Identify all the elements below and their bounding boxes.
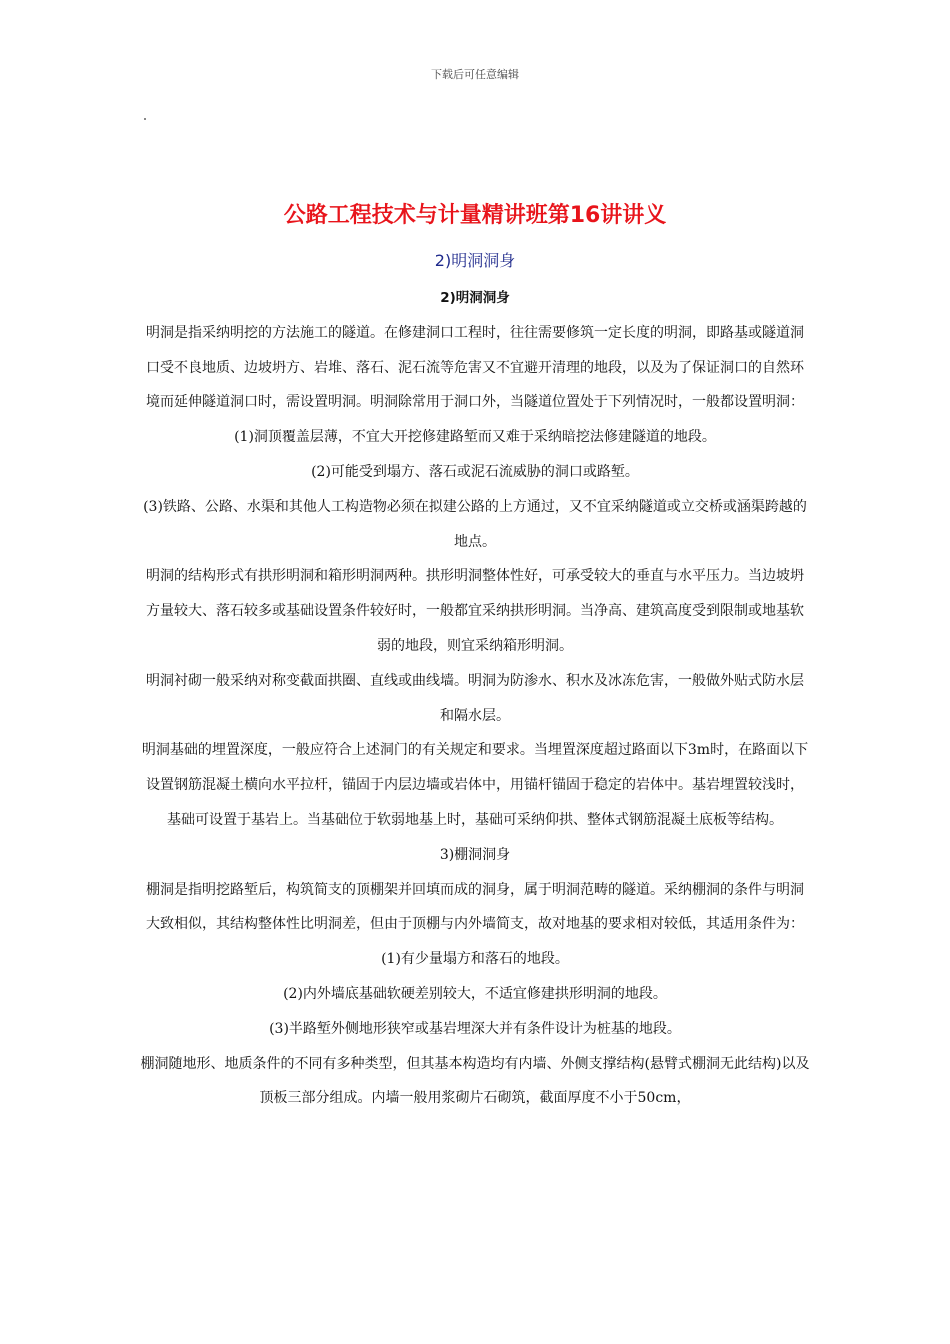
list-item: (3)铁路、公路、水渠和其他人工构造物必须在拟建公路的上方通过，又不宜采纳隧道或立交桥或涵渠跨越的地点。: [143, 498, 807, 550]
document-title: 公路工程技术与计量精讲班第16讲讲义: [283, 203, 667, 228]
subsection-heading: 3)棚洞洞身: [439, 846, 511, 863]
list-item: (2)内外墙底基础软硬差别较大，不适宜修建拱形明洞的地段。: [283, 985, 667, 1002]
paragraph: 棚洞是指明挖路堑后，构筑简支的顶棚架并回填而成的洞身，属于明洞范畴的隧道。采纳棚洞的条件与明洞大致相似，其结构整体性比明洞差，但由于顶棚与内外墙简支，故对地基的要求相对较低，其适用条件为：: [146, 881, 804, 933]
document-body: [140, 281, 810, 1116]
paragraph: 明洞的结构形式有拱形明洞和箱形明洞两种。拱形明洞整体性好，可承受较大的垂直与水平压力。当边坡坍方量较大、落石较多或基础设置条件较好时，一般都宜采纳拱形明洞。当净高、建筑高度受到限制或地基软弱的地段，则宜采纳箱形明洞。: [146, 568, 804, 654]
list-item: (2)可能受到塌方、落石或泥石流威胁的洞口或路堑。: [311, 463, 639, 480]
section-heading: 2)明洞洞身: [434, 251, 516, 270]
subsection-heading: 2)明洞洞身: [440, 290, 510, 306]
list-item: (1)有少量塌方和落石的地段。: [381, 951, 569, 968]
page-header: 下载后可任意编辑: [431, 68, 519, 81]
decorative-dot: [144, 118, 146, 120]
list-item: (3)半路堑外侧地形狭窄或基岩埋深大并有条件设计为桩基的地段。: [269, 1020, 681, 1037]
paragraph: 明洞基础的埋置深度，一般应符合上述洞门的有关规定和要求。当埋置深度超过路面以下3m时，在路面以下设置钢筋混凝土横向水平拉杆，锚固于内层边墙或岩体中，用锚杆锚固于稳定的岩体中。基岩埋置较浅时，基础可设置于基岩上。当基础位于软弱地基上时，基础可采纳仰拱、整体式钢筋混凝土底板等结构。: [141, 742, 809, 828]
list-item: (1)洞顶覆盖层薄，不宜大开挖修建路堑而又难于采纳暗挖法修建隧道的地段。: [234, 429, 716, 446]
paragraph: 明洞是指采纳明挖的方法施工的隧道。在修建洞口工程时，往往需要修筑一定长度的明洞，即路基或隧道洞口受不良地质、边坡坍方、岩堆、落石、泥石流等危害又不宜避开清理的地段，以及为了保证洞口的自然环境而延伸隧道洞口时，需设置明洞。明洞除常用于洞口外，当隧道位置处于下列情况时，一般都设置明洞：: [146, 324, 804, 411]
paragraph: 棚洞随地形、地质条件的不同有多种类型，但其基本构造均有内墙、外侧支撑结构(悬臂式棚洞无此结构)以及顶板三部分组成。内墙一般用浆砌片石砌筑，截面厚度不小于50cm，: [140, 1055, 810, 1107]
paragraph: 明洞衬砌一般采纳对称变截面拱圈、直线或曲线墙。明洞为防渗水、积水及冰冻危害，一般做外贴式防水层和隔水层。: [146, 672, 804, 724]
